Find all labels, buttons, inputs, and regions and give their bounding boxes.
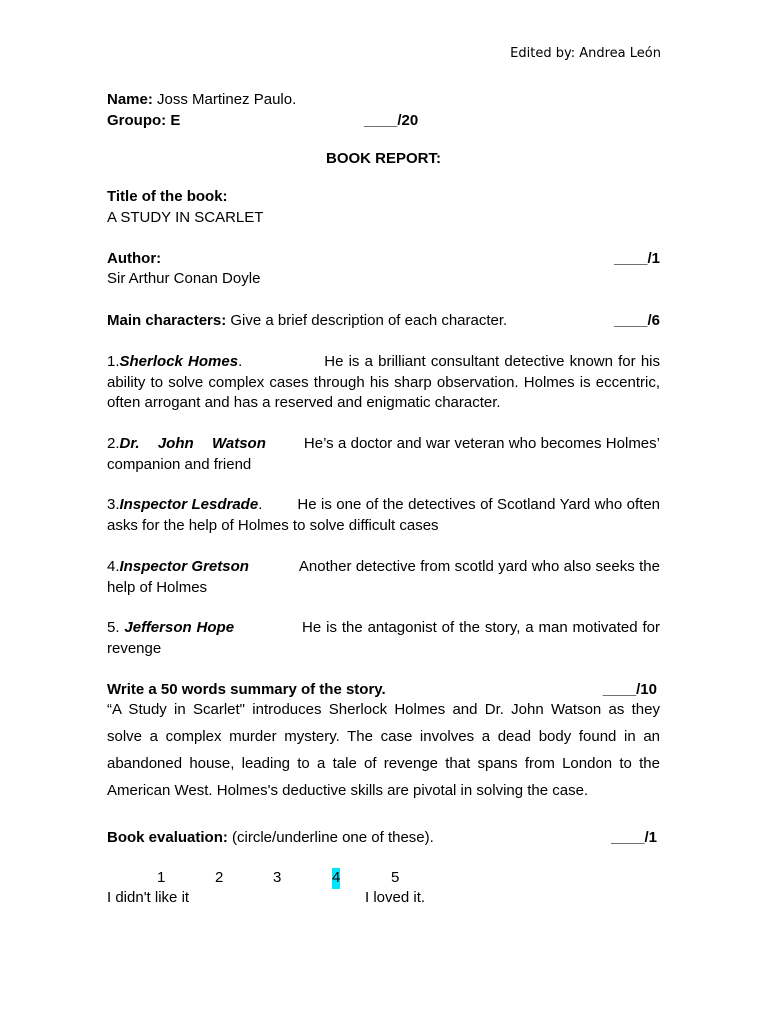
evaluation-instruction: (circle/underline one of these). xyxy=(227,829,434,846)
character-item: 5. Jefferson Hope He is the antagonist of the story, a man motivated for revenge xyxy=(107,619,660,657)
author-label: Author: xyxy=(107,250,162,267)
character-name: Jefferson Hope xyxy=(124,619,235,636)
rating-option-5[interactable]: 5 xyxy=(391,869,400,886)
total-score: ____/20 xyxy=(364,112,419,129)
character-desc: He’s a doctor and war veteran who becomes Holmes’ companion and friend xyxy=(107,435,660,473)
character-name: Inspector Lesdrade xyxy=(119,496,259,513)
characters-score: ____/6 xyxy=(614,312,660,329)
group-label: Groupo: E xyxy=(107,112,181,129)
characters-instruction: Give a brief description of each character. xyxy=(226,312,508,329)
character-item: 1.Sherlock Homes. He is a brilliant consultant detective known for his ability to solve complex cases through his sharp observation. Holmes is eccentric, often arrogant and has a reserved and enigmatic character. xyxy=(107,353,660,412)
summary-text: “A Study in Scarlet" introduces Sherlock Holmes and Dr. John Watson as they solve a complex murder mystery. The case involves a dead body found in an abandoned house, leading to a tale of revenge that spans from London to the American West. Holmes's deductive skills are pivotal in solving the case. xyxy=(107,701,660,799)
character-name: Inspector Gretson xyxy=(119,558,249,575)
edited-by: Edited by: Andrea León xyxy=(510,46,661,61)
book-title-value: A STUDY IN SCARLET xyxy=(107,209,264,226)
character-item: 2.Dr. John Watson He’s a doctor and war veteran who becomes Holmes’ companion and friend xyxy=(107,435,660,473)
evaluation-line xyxy=(107,828,660,849)
character-item: 4.Inspector Gretson Another detective from scotld yard who also seeks the help of Holmes xyxy=(107,558,660,596)
rating-option-4[interactable]: 4 xyxy=(332,868,340,889)
author-score: ____/1 xyxy=(614,250,660,267)
characters-label: Main characters: xyxy=(107,312,227,329)
name-label: Name: xyxy=(107,91,153,108)
report-title: BOOK REPORT: xyxy=(325,150,441,167)
characters-line xyxy=(107,311,660,332)
summary-label: Write a 50 words summary of the story. xyxy=(107,681,386,698)
character-name: Dr. John Watson xyxy=(119,435,266,452)
rating-labels xyxy=(107,888,660,909)
evaluation-score: ____/1 xyxy=(611,829,657,846)
character-item: 3.Inspector Lesdrade. He is one of the detectives of Scotland Yard who often asks for the help of Holmes to solve difficult cases xyxy=(107,496,660,534)
character-desc: He is a brilliant consultant detective known for his ability to solve complex cases through his sharp observation. Holmes is eccentric, often arrogant and has a reserved and enigmatic character. xyxy=(107,353,660,412)
author-line xyxy=(107,249,660,270)
group-line xyxy=(107,111,660,132)
rating-option-3[interactable]: 3 xyxy=(273,869,282,886)
character-name: Sherlock Homes xyxy=(119,353,239,370)
rating-option-1[interactable]: 1 xyxy=(157,869,166,886)
rating-option-2[interactable]: 2 xyxy=(215,869,224,886)
author-value: Sir Arthur Conan Doyle xyxy=(107,270,261,287)
character-desc: Another detective from scotld yard who also seeks the help of Holmes xyxy=(107,558,660,596)
name-value: Joss Martinez Paulo. xyxy=(152,91,297,108)
name-line xyxy=(107,90,660,111)
character-desc: He is the antagonist of the story, a man motivated for revenge xyxy=(107,619,660,657)
character-desc: He is one of the detectives of Scotland Yard who often asks for the help of Holmes to solve difficult cases xyxy=(107,496,660,534)
rating-low-label: I didn't like it xyxy=(107,889,190,906)
rating-scale xyxy=(107,868,660,888)
evaluation-label: Book evaluation: xyxy=(107,829,228,846)
summary-score: ____/10 xyxy=(602,681,657,698)
book-title-label: Title of the book: xyxy=(107,188,228,205)
rating-high-label: I loved it. xyxy=(365,889,426,906)
